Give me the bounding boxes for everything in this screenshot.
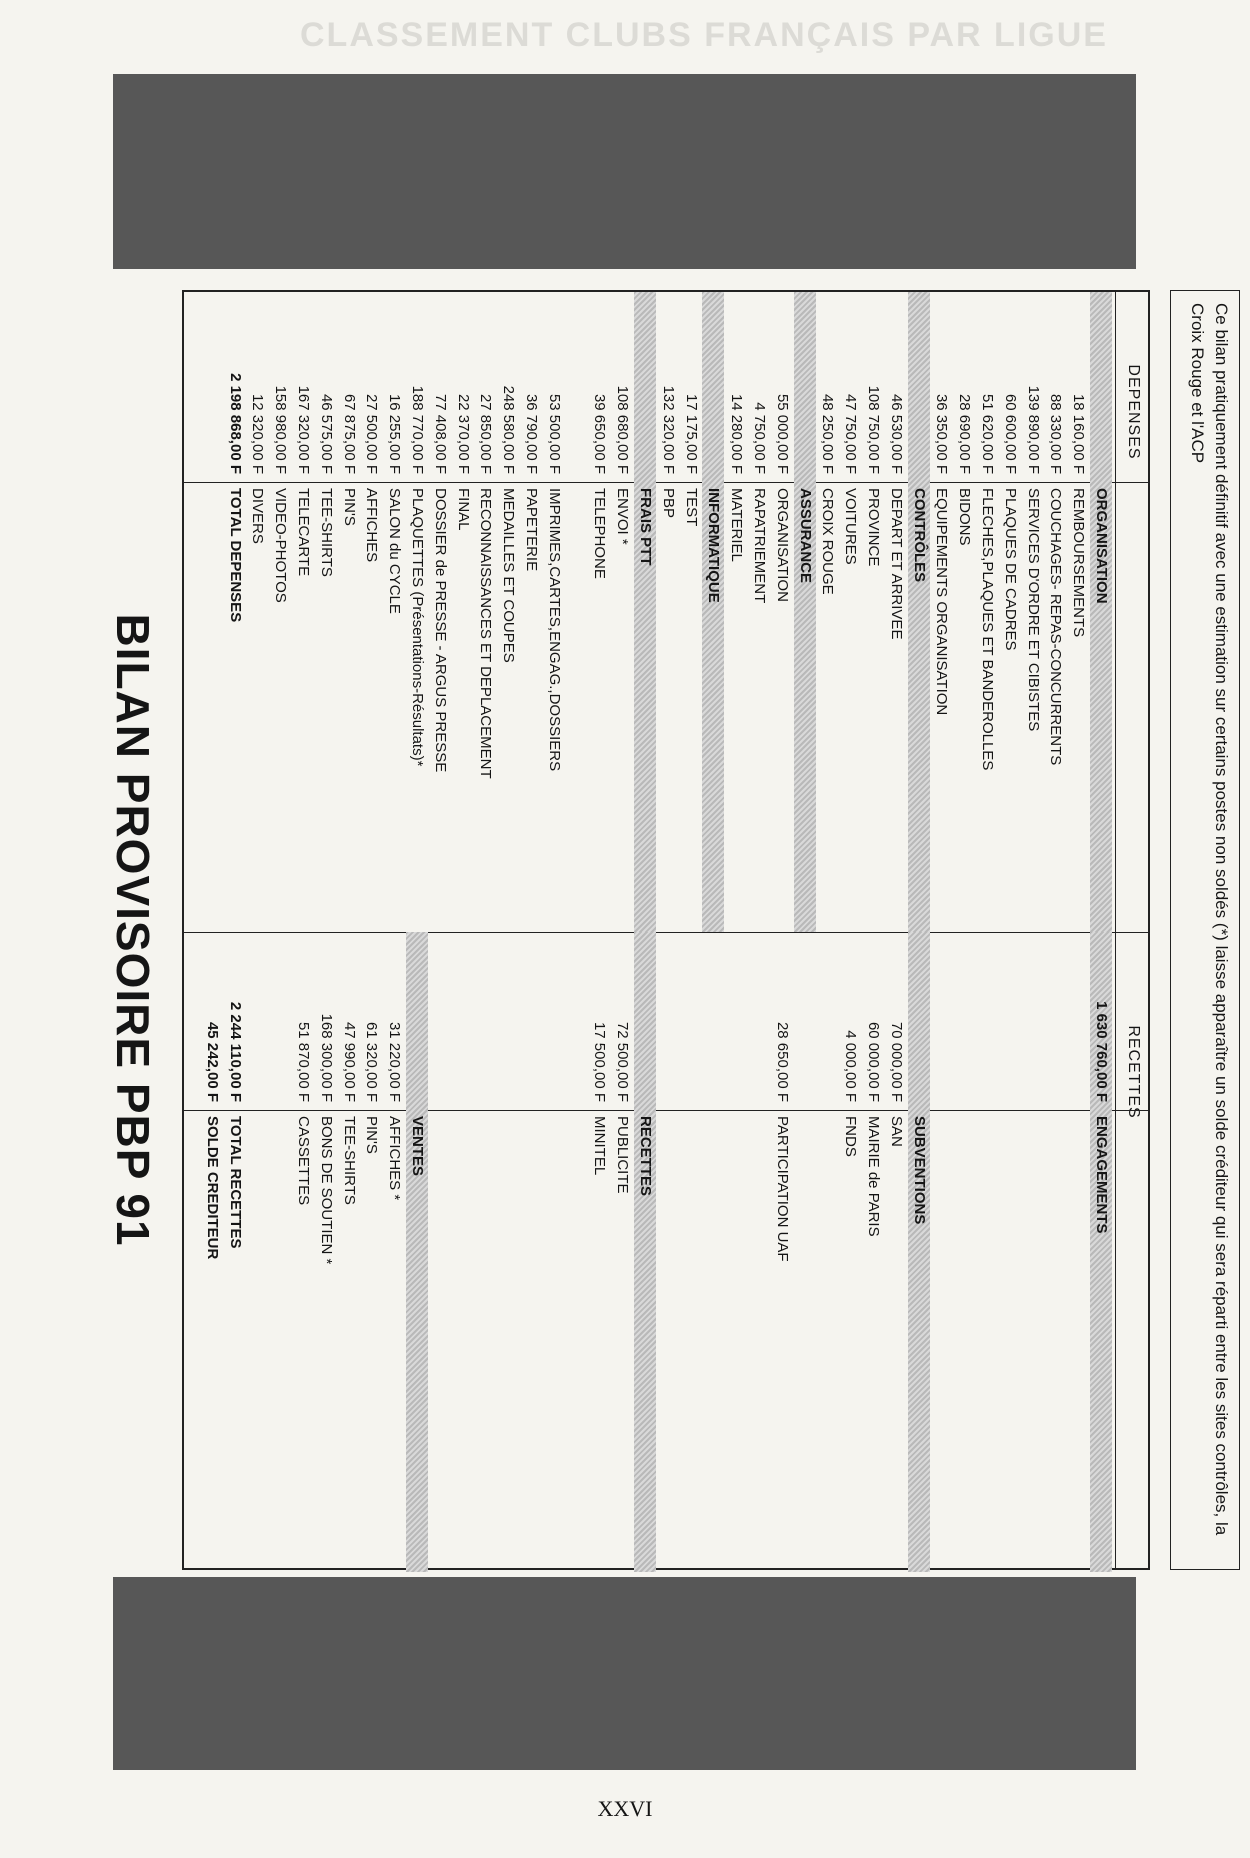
depenses-row	[611, 292, 633, 932]
recettes-row	[520, 932, 542, 1572]
recettes-amount: 60 000,00 F	[865, 1021, 882, 1102]
recettes-amount: 47 990,00 F	[340, 1021, 358, 1102]
depenses-label: EQUIPEMENTS ORGANISATION	[933, 488, 951, 716]
depenses-row	[406, 292, 428, 932]
recettes-row	[383, 932, 405, 1572]
recettes-label: VENTES	[409, 1116, 426, 1177]
depenses-label: DEPART ET ARRIVEE	[887, 488, 905, 640]
recettes-row	[406, 932, 428, 1572]
recettes-row	[976, 932, 998, 1572]
depenses-amount: 46 575,00 F	[317, 393, 335, 474]
depenses-amount: 47 750,00 F	[842, 393, 860, 474]
recettes-amount: 61 320,00 F	[363, 1021, 381, 1102]
recettes-label: BONS DE SOUTIEN *	[317, 1116, 335, 1265]
recettes-label: SAN	[887, 1116, 905, 1147]
recettes-label: PARTICIPATION UAF	[773, 1116, 791, 1262]
depenses-row	[292, 292, 314, 932]
recettes-row	[588, 932, 610, 1572]
depenses-label: FLECHES,PLAQUES ET BANDEROLLES	[979, 488, 996, 771]
depenses-row	[520, 292, 542, 932]
depenses-amount: 132 320,00 F	[659, 385, 677, 474]
depenses-row	[748, 292, 770, 932]
depenses-amount: 51 620,00 F	[979, 393, 996, 474]
recettes-row	[634, 932, 656, 1572]
recettes-row	[201, 932, 223, 1572]
dark-scan-band-top	[113, 74, 1136, 269]
depenses-amount: 16 255,00 F	[386, 393, 404, 474]
recettes-label: PUBLICITE	[614, 1116, 632, 1194]
depenses-label: PLAQUES DE CADRES	[1001, 488, 1019, 651]
depenses-label: TEST	[682, 488, 700, 527]
depenses-label: PIN'S	[340, 488, 358, 526]
recettes-amount: 168 300,00 F	[317, 1013, 335, 1102]
depenses-label: ORGANISATION	[773, 488, 791, 602]
depenses-label: VIDEO-PHOTOS	[272, 488, 290, 603]
depenses-amount: 17 175,00 F	[682, 393, 700, 474]
depenses-row	[908, 292, 930, 932]
depenses-header: DEPENSES	[1125, 364, 1142, 460]
recettes-row	[999, 932, 1021, 1572]
depenses-label: FINAL	[454, 488, 472, 531]
depenses-amount: 139 890,00 F	[1024, 385, 1042, 474]
depenses-amount: 158 980,00 F	[272, 385, 290, 474]
recettes-row	[771, 932, 793, 1572]
depenses-row	[338, 292, 360, 932]
depenses-label: PBP	[659, 488, 677, 519]
recettes-row	[497, 932, 519, 1572]
depenses-row	[429, 292, 451, 932]
depenses-label: ORGANISATION	[1093, 488, 1110, 604]
depenses-amount: 18 160,00 F	[1070, 393, 1088, 474]
recettes-label: CASSETTES	[295, 1116, 312, 1206]
recettes-amount: 51 870,00 F	[295, 1021, 312, 1102]
depenses-label: DOSSIER de PRESSE - ARGUS PRESSE	[431, 488, 449, 773]
depenses-amount: 55 000,00 F	[773, 393, 791, 474]
depenses-label: DIVERS	[249, 488, 267, 544]
depenses-label: BIDONS	[956, 488, 974, 546]
depenses-row	[497, 292, 519, 932]
recettes-row	[566, 932, 588, 1572]
recettes-row	[1090, 932, 1112, 1572]
depenses-label: TEE-SHIRTS	[317, 488, 335, 577]
recettes-label: SUBVENTIONS	[910, 1116, 928, 1225]
recettes-row	[657, 932, 679, 1572]
depenses-label: VOITURES	[842, 488, 860, 565]
depenses-row	[588, 292, 610, 932]
recettes-row	[748, 932, 770, 1572]
recettes-row	[452, 932, 474, 1572]
depenses-row	[725, 292, 747, 932]
recettes-row	[816, 932, 838, 1572]
recettes-label: TOTAL RECETTES	[226, 1116, 244, 1249]
depenses-label: INFORMATIQUE	[705, 488, 723, 603]
recettes-amount: 4 000,00 F	[842, 1030, 860, 1102]
recettes-row	[885, 932, 907, 1572]
depenses-row	[315, 292, 337, 932]
recettes-header: RECETTES	[1125, 1025, 1142, 1119]
recettes-label: TEE-SHIRTS	[340, 1116, 358, 1205]
depenses-amount: 22 370,00 F	[454, 393, 472, 474]
depenses-label: SERVICES D'ORDRE ET CIBISTES	[1024, 488, 1042, 732]
depenses-label: TELEPHONE	[591, 488, 609, 579]
depenses-row	[839, 292, 861, 932]
depenses-label: REMBOURSEMENTS	[1070, 488, 1088, 638]
recettes-amount: 2 244 110,00 F	[226, 1001, 244, 1102]
recettes-label: AFFICHES *	[386, 1116, 404, 1201]
depenses-label: CONTRÔLES	[910, 488, 928, 583]
recettes-row	[1022, 932, 1044, 1572]
depenses-amount: 46 530,00 F	[887, 393, 905, 474]
depenses-amount: 88 330,00 F	[1047, 393, 1065, 474]
depenses-label: MEDAILLES ET COUPES	[500, 488, 518, 663]
depenses-amount: 53 500,00 F	[545, 393, 563, 474]
depenses-row	[771, 292, 793, 932]
depenses-row	[474, 292, 496, 932]
recettes-amount: 28 650,00 F	[773, 1021, 791, 1102]
depenses-row	[1090, 292, 1112, 932]
recettes-label: SOLDE CREDITEUR	[203, 1116, 221, 1260]
depenses-row	[680, 292, 702, 932]
recettes-row	[862, 932, 884, 1572]
depenses-label: TELECARTE	[295, 488, 312, 577]
depenses-row	[862, 292, 884, 932]
depenses-amount: 67 875,00 F	[340, 393, 358, 474]
recettes-amount: 31 220,00 F	[386, 1021, 404, 1102]
depenses-row	[885, 292, 907, 932]
depenses-amount: 36 790,00 F	[523, 393, 540, 474]
depenses-amount: 27 500,00 F	[363, 393, 381, 474]
recettes-row	[794, 932, 816, 1572]
depenses-amount: 28 690,00 F	[956, 393, 974, 474]
recettes-row	[725, 932, 747, 1572]
depenses-label: PLAQUETTES (Présentations-Résultats)*	[409, 488, 426, 767]
depenses-row	[543, 292, 565, 932]
dark-scan-band-bottom	[113, 1577, 1136, 1770]
recettes-label: RECETTES	[637, 1116, 654, 1197]
recettes-row	[269, 932, 291, 1572]
recettes-row	[474, 932, 496, 1572]
depenses-amount: 188 770,00 F	[409, 385, 426, 474]
depenses-row	[1022, 292, 1044, 932]
depenses-row	[246, 292, 268, 932]
depenses-label: RAPATRIEMENT	[751, 488, 768, 604]
depenses-row	[224, 292, 246, 932]
rotated-balance-sheet	[76, 290, 1240, 1570]
depenses-row	[999, 292, 1021, 932]
depenses-row	[452, 292, 474, 932]
recettes-amount: 45 242,00 F	[203, 1021, 221, 1102]
recettes-row	[1044, 932, 1066, 1572]
depenses-label: SALON du CYCLE	[386, 488, 404, 614]
recettes-column	[184, 932, 1112, 1572]
balance-table	[182, 290, 1150, 1570]
depenses-label: RECONNAISSANCES ET DEPLACEMENT	[477, 488, 495, 779]
recettes-row	[338, 932, 360, 1572]
depenses-amount: 248 580,00 F	[500, 385, 518, 474]
recettes-label: ENGAGEMENTS	[1093, 1116, 1110, 1234]
page-number: XXVI	[597, 1796, 653, 1821]
depenses-label: MATERIEL	[728, 488, 746, 562]
depenses-row	[794, 292, 816, 932]
recettes-row	[930, 932, 952, 1572]
depenses-amount: 39 650,00 F	[591, 393, 609, 474]
depenses-column	[184, 292, 1112, 932]
faint-background-header: CLASSEMENT CLUBS FRANÇAIS PAR LIGUE	[300, 16, 1108, 54]
depenses-row	[269, 292, 291, 932]
recettes-row	[246, 932, 268, 1572]
depenses-label: PROVINCE	[865, 488, 882, 567]
depenses-row	[566, 292, 588, 932]
depenses-row	[1044, 292, 1066, 932]
depenses-row	[383, 292, 405, 932]
depenses-amount: 60 600,00 F	[1001, 393, 1019, 474]
depenses-label: FRAIS PTT	[637, 488, 654, 566]
depenses-row	[360, 292, 382, 932]
depenses-label: PAPETERIE	[523, 488, 540, 572]
depenses-amount: 108 680,00 F	[614, 385, 632, 474]
recettes-label: PIN'S	[363, 1116, 381, 1154]
recettes-label: FNDS	[842, 1116, 860, 1157]
depenses-row	[702, 292, 724, 932]
recettes-row	[429, 932, 451, 1572]
footnote-box: Ce bilan pratiquement définitif avec une estimation sur certains postes non soldés (*) laisse apparaître un solde créditeur qui sera réparti entre les sites contrôles, la Croix Rouge et l'ACP	[1170, 290, 1240, 1570]
header-rule	[1115, 292, 1116, 1568]
depenses-row	[976, 292, 998, 932]
depenses-row	[1067, 292, 1089, 932]
depenses-amount: 77 408,00 F	[431, 393, 449, 474]
recettes-amount: 1 630 760,00 F	[1093, 1001, 1110, 1102]
depenses-amount: 108 750,00 F	[865, 385, 882, 474]
depenses-label: AFFICHES	[363, 488, 381, 563]
recettes-row	[908, 932, 930, 1572]
recettes-row	[292, 932, 314, 1572]
depenses-row	[634, 292, 656, 932]
depenses-amount: 36 350,00 F	[933, 393, 951, 474]
depenses-row	[953, 292, 975, 932]
recettes-row	[611, 932, 633, 1572]
depenses-amount: 2 198 868,00 F	[226, 373, 244, 474]
page-title: BILAN PROVISOIRE PBP 91	[107, 613, 159, 1247]
depenses-amount: 12 320,00 F	[249, 393, 267, 474]
depenses-label: CROIX ROUGE	[819, 488, 837, 595]
depenses-amount: 167 320,00 F	[295, 385, 312, 474]
depenses-row	[930, 292, 952, 932]
recettes-row	[1067, 932, 1089, 1572]
recettes-row	[224, 932, 246, 1572]
recettes-label: MAIRIE de PARIS	[865, 1116, 882, 1237]
recettes-row	[680, 932, 702, 1572]
depenses-row	[657, 292, 679, 932]
depenses-label: TOTAL DEPENSES	[226, 488, 244, 623]
depenses-label: ENVOI *	[614, 488, 632, 545]
depenses-amount: 4 750,00 F	[751, 402, 768, 474]
depenses-amount: 48 250,00 F	[819, 393, 837, 474]
depenses-label: IMPRIMES,CARTES,ENGAG.,DOSSIERS	[545, 488, 563, 772]
depenses-amount: 27 850,00 F	[477, 393, 495, 474]
depenses-label: ASSURANCE	[796, 488, 814, 584]
depenses-amount: 14 280,00 F	[728, 393, 746, 474]
recettes-amount: 70 000,00 F	[887, 1021, 905, 1102]
recettes-label: MINITEL	[591, 1116, 609, 1176]
recettes-row	[953, 932, 975, 1572]
recettes-row	[839, 932, 861, 1572]
recettes-row	[315, 932, 337, 1572]
depenses-label: COUCHAGES- REPAS-CONCURRENTS	[1047, 488, 1065, 766]
recettes-row	[543, 932, 565, 1572]
recettes-row	[360, 932, 382, 1572]
depenses-row	[816, 292, 838, 932]
recettes-amount: 17 500,00 F	[591, 1021, 609, 1102]
recettes-amount: 72 500,00 F	[614, 1021, 632, 1102]
recettes-row	[702, 932, 724, 1572]
